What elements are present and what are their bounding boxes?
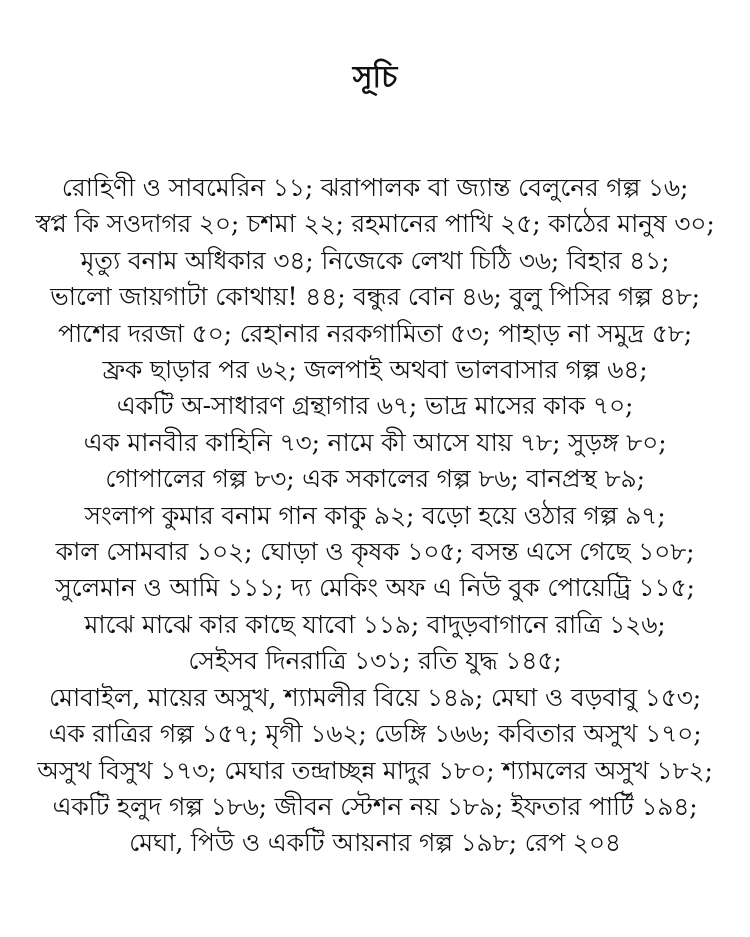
toc-line: মোবাইল, মায়ের অসুখ, শ্যামলীর বিয়ে ১৪৯; মেঘা ও বড়বাবু ১৫৩; [48, 682, 702, 712]
toc-line: একটি অ-সাধারণ গ্রন্থাগার ৬৭; ভাদ্র মাসের কাক ৭০; [116, 391, 634, 421]
toc-line: এক মানবীর কাহিনি ৭৩; নামে কী আসে যায় ৭৮; সুড়ঙ্গ ৮০; [83, 427, 667, 457]
toc-line: মাঝে মাঝে কার কাছে যাবো ১১৯; বাদুড়বাগানে রাত্রি ১২৬; [84, 609, 666, 639]
toc-line: গোপালের গল্প ৮৩; এক সকালের গল্প ৮৬; বানপ্রস্থ ৮৯; [105, 464, 645, 494]
toc-line: একটি হলুদ গল্প ১৮৬; জীবন স্টেশন নয় ১৮৯; ইফতার পার্টি ১৯৪; [52, 791, 698, 821]
table-of-contents [0, 170, 750, 862]
toc-line: কাল সোমবার ১০২; ঘোড়া ও কৃষক ১০৫; বসন্ত এসে গেছে ১০৮; [55, 537, 695, 567]
toc-line: সেইসব দিনরাত্রি ১৩১; রতি যুদ্ধ ১৪৫; [188, 646, 562, 676]
toc-line: রোহিণী ও সাবমেরিন ১১; ঝরাপালক বা জ্যান্ত বেলুনের গল্প ১৬; [61, 173, 689, 202]
toc-line: এক রাত্রির গল্প ১৫৭; মৃগী ১৬২; ডেঙ্গি ১৬৬; কবিতার অসুখ ১৭০; [48, 719, 702, 749]
toc-line: সুলেমান ও আমি ১১১; দ্য মেকিং অফ এ নিউ বুক পোয়েট্রি ১১৫; [55, 573, 695, 603]
page-title: সূচি [352, 60, 398, 95]
toc-line: ফ্রক ছাড়ার পর ৬২; জলপাই অথবা ভালবাসার গল্প ৬৪; [102, 355, 648, 385]
toc-line: ভালো জায়গাটা কোথায়! ৪৪; বন্ধুর বোন ৪৬; বুলু পিসির গল্প ৪৮; [50, 282, 700, 312]
toc-line: মেঘা, পিউ ও একটি আয়নার গল্প ১৯৮; রেপ ২০৪ [129, 828, 621, 858]
toc-line: অসুখ বিসুখ ১৭৩; মেঘার তন্দ্রাচ্ছন্ন মাদুর ১৮০; শ্যামলের অসুখ ১৮২; [37, 755, 713, 785]
toc-line: সংলাপ কুমার বনাম গান কাকু ৯২; বড়ো হয়ে ওঠার গল্প ৯৭; [84, 500, 666, 530]
toc-line: স্বপ্ন কি সওদাগর ২০; চশমা ২২; রহমানের পাখি ২৫; কাঠের মানুষ ৩০; [35, 209, 715, 239]
toc-line: মৃত্যু বনাম অধিকার ৩৪; নিজেকে লেখা চিঠি ৩৬; বিহার ৪১; [80, 245, 670, 275]
toc-line: পাশের দরজা ৫০; রেহানার নরকগামিতা ৫৩; পাহাড় না সমুদ্র ৫৮; [58, 318, 692, 348]
